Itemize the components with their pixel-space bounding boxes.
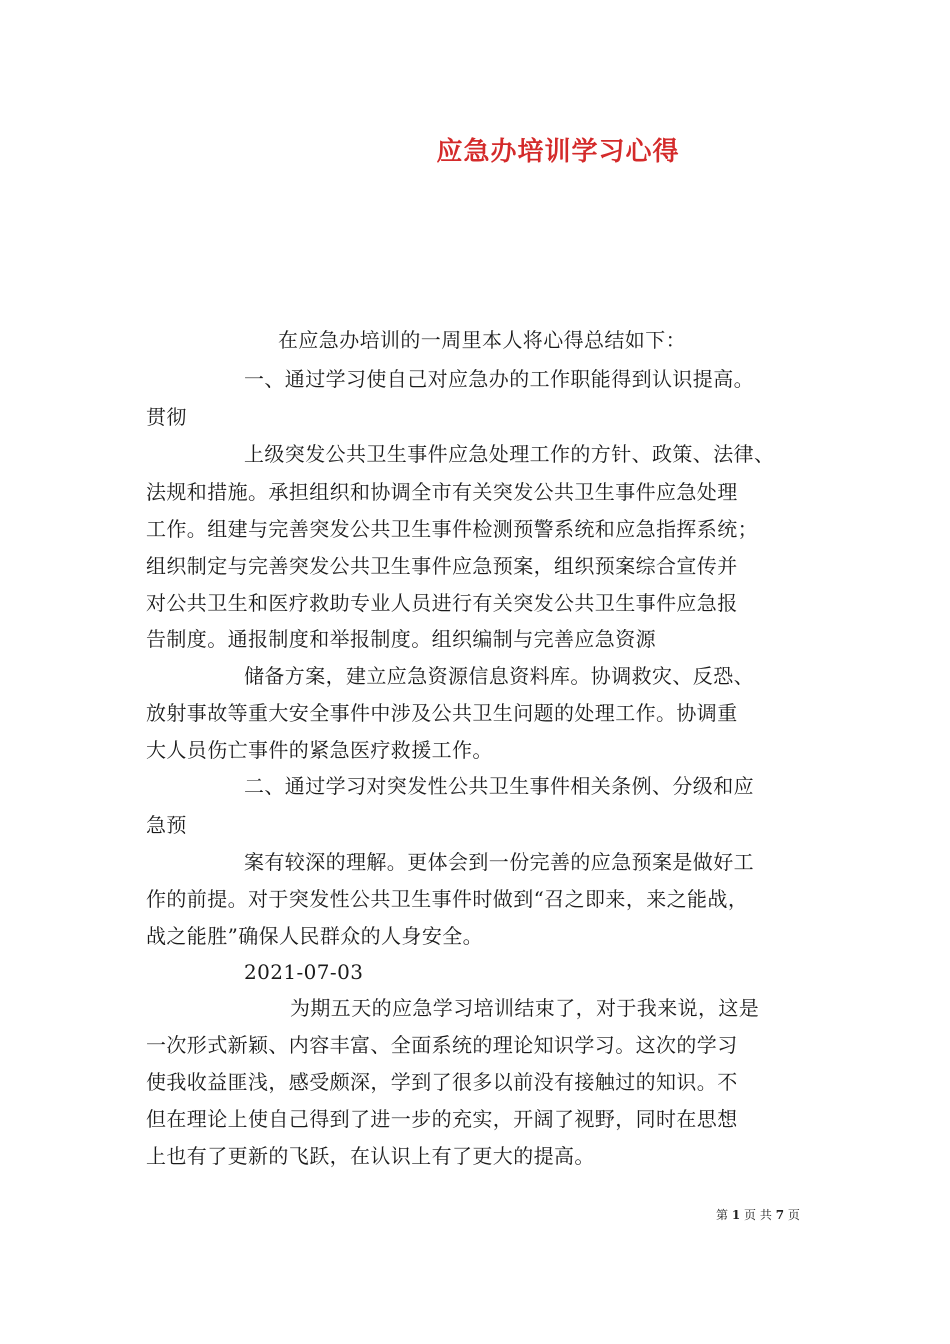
footer-suffix: 页 (787, 1208, 800, 1222)
paragraph-line: 工作。组建与完善突发公共卫生事件检测预警系统和应急指挥系统； (146, 517, 758, 541)
paragraph-line: 大人员伤亡事件的紧急医疗救援工作。 (146, 738, 493, 762)
page-number-footer (716, 1206, 800, 1223)
paragraph-line: 急预 (146, 813, 187, 837)
paragraph-line: 上也有了更新的飞跃，在认识上有了更大的提高。 (146, 1144, 595, 1168)
paragraph-line: 储备方案，建立应急资源信息资料库。协调救灾、反恐、 (244, 664, 754, 688)
paragraph-line: 组织制定与完善突发公共卫生事件应急预案，组织预案综合宣传并 (146, 554, 738, 578)
paragraph-line: 放射事故等重大安全事件中涉及公共卫生问题的处理工作。协调重 (146, 701, 738, 725)
paragraph-line: 一、通过学习使自己对应急办的工作职能得到认识提高。 (244, 367, 754, 391)
paragraph-line: 一次形式新颖、内容丰富、全面系统的理论知识学习。这次的学习 (146, 1033, 738, 1057)
paragraph-line: 作的前提。对于突发性公共卫生事件时做到“召之即来，来之能战， (146, 887, 749, 911)
paragraph-line: 但在理论上使自己得到了进一步的充实，开阔了视野，同时在思想 (146, 1107, 738, 1131)
paragraph-line: 贯彻 (146, 405, 187, 429)
footer-prefix: 第 (716, 1208, 729, 1222)
paragraph-line: 使我收益匪浅，感受颇深，学到了很多以前没有接触过的知识。不 (146, 1070, 738, 1094)
footer-total-pages: 7 (775, 1208, 785, 1222)
document-title: 应急办培训学习心得 (436, 137, 680, 167)
footer-middle: 页 共 (744, 1208, 772, 1222)
paragraph-line: 二、通过学习对突发性公共卫生事件相关条例、分级和应 (244, 774, 754, 798)
paragraph-line: 为期五天的应急学习培训结束了，对于我来说，这是 (290, 996, 760, 1020)
footer-current-page: 1 (731, 1208, 741, 1222)
paragraph-line: 对公共卫生和医疗救助专业人员进行有关突发公共卫生事件应急报 (146, 591, 738, 615)
paragraph-line: 在应急办培训的一周里本人将心得总结如下： (278, 328, 686, 352)
paragraph-line: 案有较深的理解。更体会到一份完善的应急预案是做好工 (244, 850, 754, 874)
paragraph-line: 战之能胜”确保人民群众的人身安全。 (146, 924, 484, 948)
paragraph-line: 告制度。通报制度和举报制度。组织编制与完善应急资源 (146, 627, 656, 651)
paragraph-line: 上级突发公共卫生事件应急处理工作的方针、政策、法律、 (244, 442, 775, 466)
date-line: 2021-07-03 (244, 960, 364, 984)
paragraph-line: 法规和措施。承担组织和协调全市有关突发公共卫生事件应急处理 (146, 480, 738, 504)
